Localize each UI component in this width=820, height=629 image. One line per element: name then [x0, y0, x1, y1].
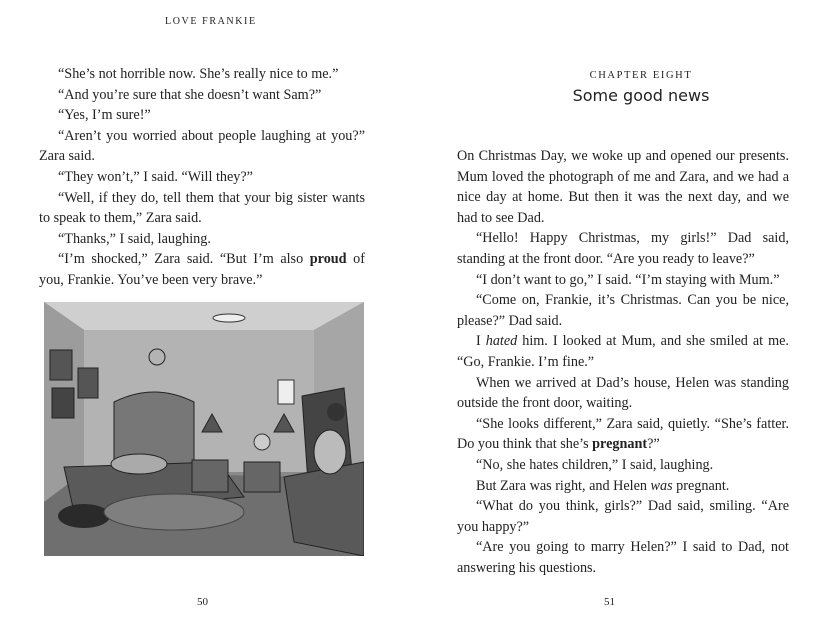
- paragraph: But Zara was right, and Helen was pregnant.: [476, 477, 730, 494]
- right-page-text: [457, 146, 789, 578]
- left-page-text: [39, 64, 365, 291]
- bold-word: pregnant: [592, 436, 648, 453]
- page-number: 50: [197, 596, 208, 608]
- bold-word: proud: [309, 251, 347, 268]
- paragraph: “I’m shocked,” Zara said. “But I’m also proud of you, Frankie. You’ve been very brave.”: [39, 251, 365, 288]
- paragraph: “Aren’t you worried about people laughing at you?” Zara said.: [39, 127, 365, 165]
- paragraph: “What do you think, girls?” Dad said, smiling. “Are you happy?”: [457, 498, 789, 535]
- running-head: LOVE FRANKIE: [165, 16, 257, 27]
- paragraph: “They won’t,” I said. “Will they?”: [58, 168, 253, 185]
- paragraph: “Well, if they do, tell them that your big sister wants to speak to them,” Zara said.: [39, 189, 365, 227]
- italic-word: was: [650, 477, 673, 494]
- paragraph: “And you’re sure that she doesn’t want Sam?”: [58, 86, 322, 103]
- bedroom-illustration: [44, 302, 364, 556]
- chapter-label: CHAPTER EIGHT: [589, 70, 693, 81]
- paragraph: “She looks different,” Zara said, quietly. “She’s fatter. Do you think that she’s pregnant?”: [457, 415, 789, 453]
- chapter-title: Some good news: [572, 86, 710, 105]
- right-page: [410, 0, 820, 629]
- paragraph: “Yes, I’m sure!”: [58, 107, 151, 124]
- page-number: 51: [604, 596, 615, 608]
- paragraph: “Thanks,” I said, laughing.: [58, 230, 211, 247]
- paragraph: “Come on, Frankie, it’s Christmas. Can you be nice, please?” Dad said.: [457, 292, 789, 329]
- paragraph: “I don’t want to go,” I said. “I’m staying with Mum.”: [476, 271, 780, 288]
- paragraph: When we arrived at Dad’s house, Helen was standing outside the front door, waiting.: [457, 374, 789, 412]
- paragraph: I hated him. I looked at Mum, and she smiled at me. “Go, Frankie. I’m fine.”: [457, 333, 789, 370]
- paragraph: “She’s not horrible now. She’s really nice to me.”: [58, 66, 339, 82]
- paragraph: “Are you going to marry Helen?” I said to Dad, not answering his questions.: [457, 539, 789, 576]
- paragraph: On Christmas Day, we woke up and opened our presents. Mum loved the photograph of me and Zara, and we had a nice day at home. But then it was the next day, and we had to see Dad.: [457, 148, 789, 226]
- italic-word: hated: [485, 333, 518, 350]
- paragraph: “No, she hates children,” I said, laughing.: [476, 456, 714, 473]
- paragraph: “Hello! Happy Christmas, my girls!” Dad said, standing at the front door. “Are you ready to leave?”: [457, 230, 789, 267]
